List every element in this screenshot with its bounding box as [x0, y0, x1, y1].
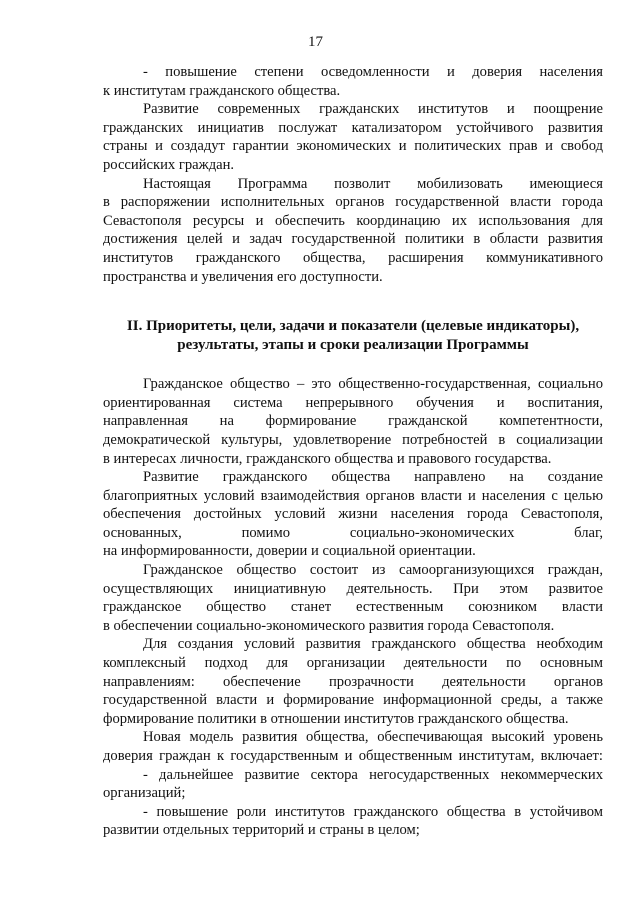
- section-heading-line: II. Приоритеты, цели, задачи и показатели (целевые индикаторы),: [126, 318, 580, 335]
- text-line: организаций;: [103, 785, 186, 802]
- text-line: пространства и увеличения его доступности.: [103, 268, 383, 285]
- text-line: Гражданское общество – это общественно-государственная, социально: [143, 376, 603, 393]
- text-line: Развитие современных гражданских институтов и поощрение: [143, 101, 603, 118]
- text-line: Для создания условий развития гражданского общества необходим: [143, 636, 603, 653]
- text-line: государственной власти и формирование информационной среды, а также: [103, 692, 603, 709]
- text-line: в распоряжении исполнительных органов государственной власти города: [103, 194, 603, 211]
- text-line: осуществляющих инициативную деятельность. При этом развитое: [103, 580, 603, 597]
- text-line: ориентированная система непрерывного обучения и воспитания,: [103, 394, 603, 411]
- text-line: институтов гражданского общества, расширения коммуникативного: [103, 249, 603, 266]
- text-line: Новая модель развития общества, обеспечивающая высокий уровень: [143, 729, 603, 746]
- text-line: страны и создадут гарантии экономических и политических прав и свобод: [103, 138, 603, 155]
- text-line: в интересах личности, гражданского общества и правового государства.: [103, 450, 552, 467]
- text-line: комплексный подход для организации деятельности по основным: [103, 655, 603, 672]
- text-line: в обеспечении социально-экономического развития города Севастополя.: [103, 617, 555, 634]
- text-line: гражданское общество станет естественным союзником власти: [103, 599, 603, 616]
- document-body: [103, 63, 603, 840]
- text-line: Настоящая Программа позволит мобилизовать имеющиеся: [143, 175, 603, 192]
- text-line: российских граждан.: [103, 156, 235, 173]
- text-line: к институтам гражданского общества.: [103, 82, 341, 99]
- text-line: - повышение роли институтов гражданского общества в устойчивом: [143, 803, 603, 820]
- text-line: обеспечения достойных условий жизни населения города Севастополя,: [103, 506, 603, 523]
- text-line: основанных, помимо социально-экономических благ,: [103, 524, 603, 541]
- text-line: - повышение степени осведомленности и доверия населения: [143, 64, 603, 80]
- section-spacer: [103, 286, 603, 317]
- text-line: направленная на формирование гражданской компетентности,: [103, 413, 603, 430]
- section-spacer: [103, 355, 603, 375]
- text-line: доверия граждан к государственным и общественным институтам, включает:: [103, 748, 603, 764]
- text-line: на информированности, доверии и социальной ориентации.: [103, 543, 476, 560]
- text-line: благоприятных условий взаимодействия органов власти и населения с целью: [103, 487, 603, 504]
- text-line: формирование политики в отношении институтов гражданского общества.: [103, 710, 569, 727]
- text-line: Севастополя ресурсы и обеспечить координацию их использования для: [103, 212, 603, 229]
- text-line: развитии отдельных территорий и страны в целом;: [103, 822, 420, 839]
- text-line: демократической культуры, удовлетворение потребностей в социализации: [103, 431, 603, 448]
- text-line: Развитие гражданского общества направлено на создание: [143, 469, 603, 486]
- text-line: Гражданское общество состоит из самоорганизующихся граждан,: [143, 562, 603, 579]
- text-line: достижения целей и задач государственной политики в области развития: [103, 231, 603, 248]
- text-line: - дальнейшее развитие сектора негосударственных некоммерческих: [143, 766, 603, 783]
- section-heading-line: результаты, этапы и сроки реализации Программы: [177, 337, 529, 354]
- text-line: гражданских инициатив послужат катализатором устойчивого развития: [103, 119, 603, 136]
- page-number: 17: [308, 34, 323, 50]
- text-line: направлениям: обеспечение прозрачности деятельности органов: [103, 673, 603, 690]
